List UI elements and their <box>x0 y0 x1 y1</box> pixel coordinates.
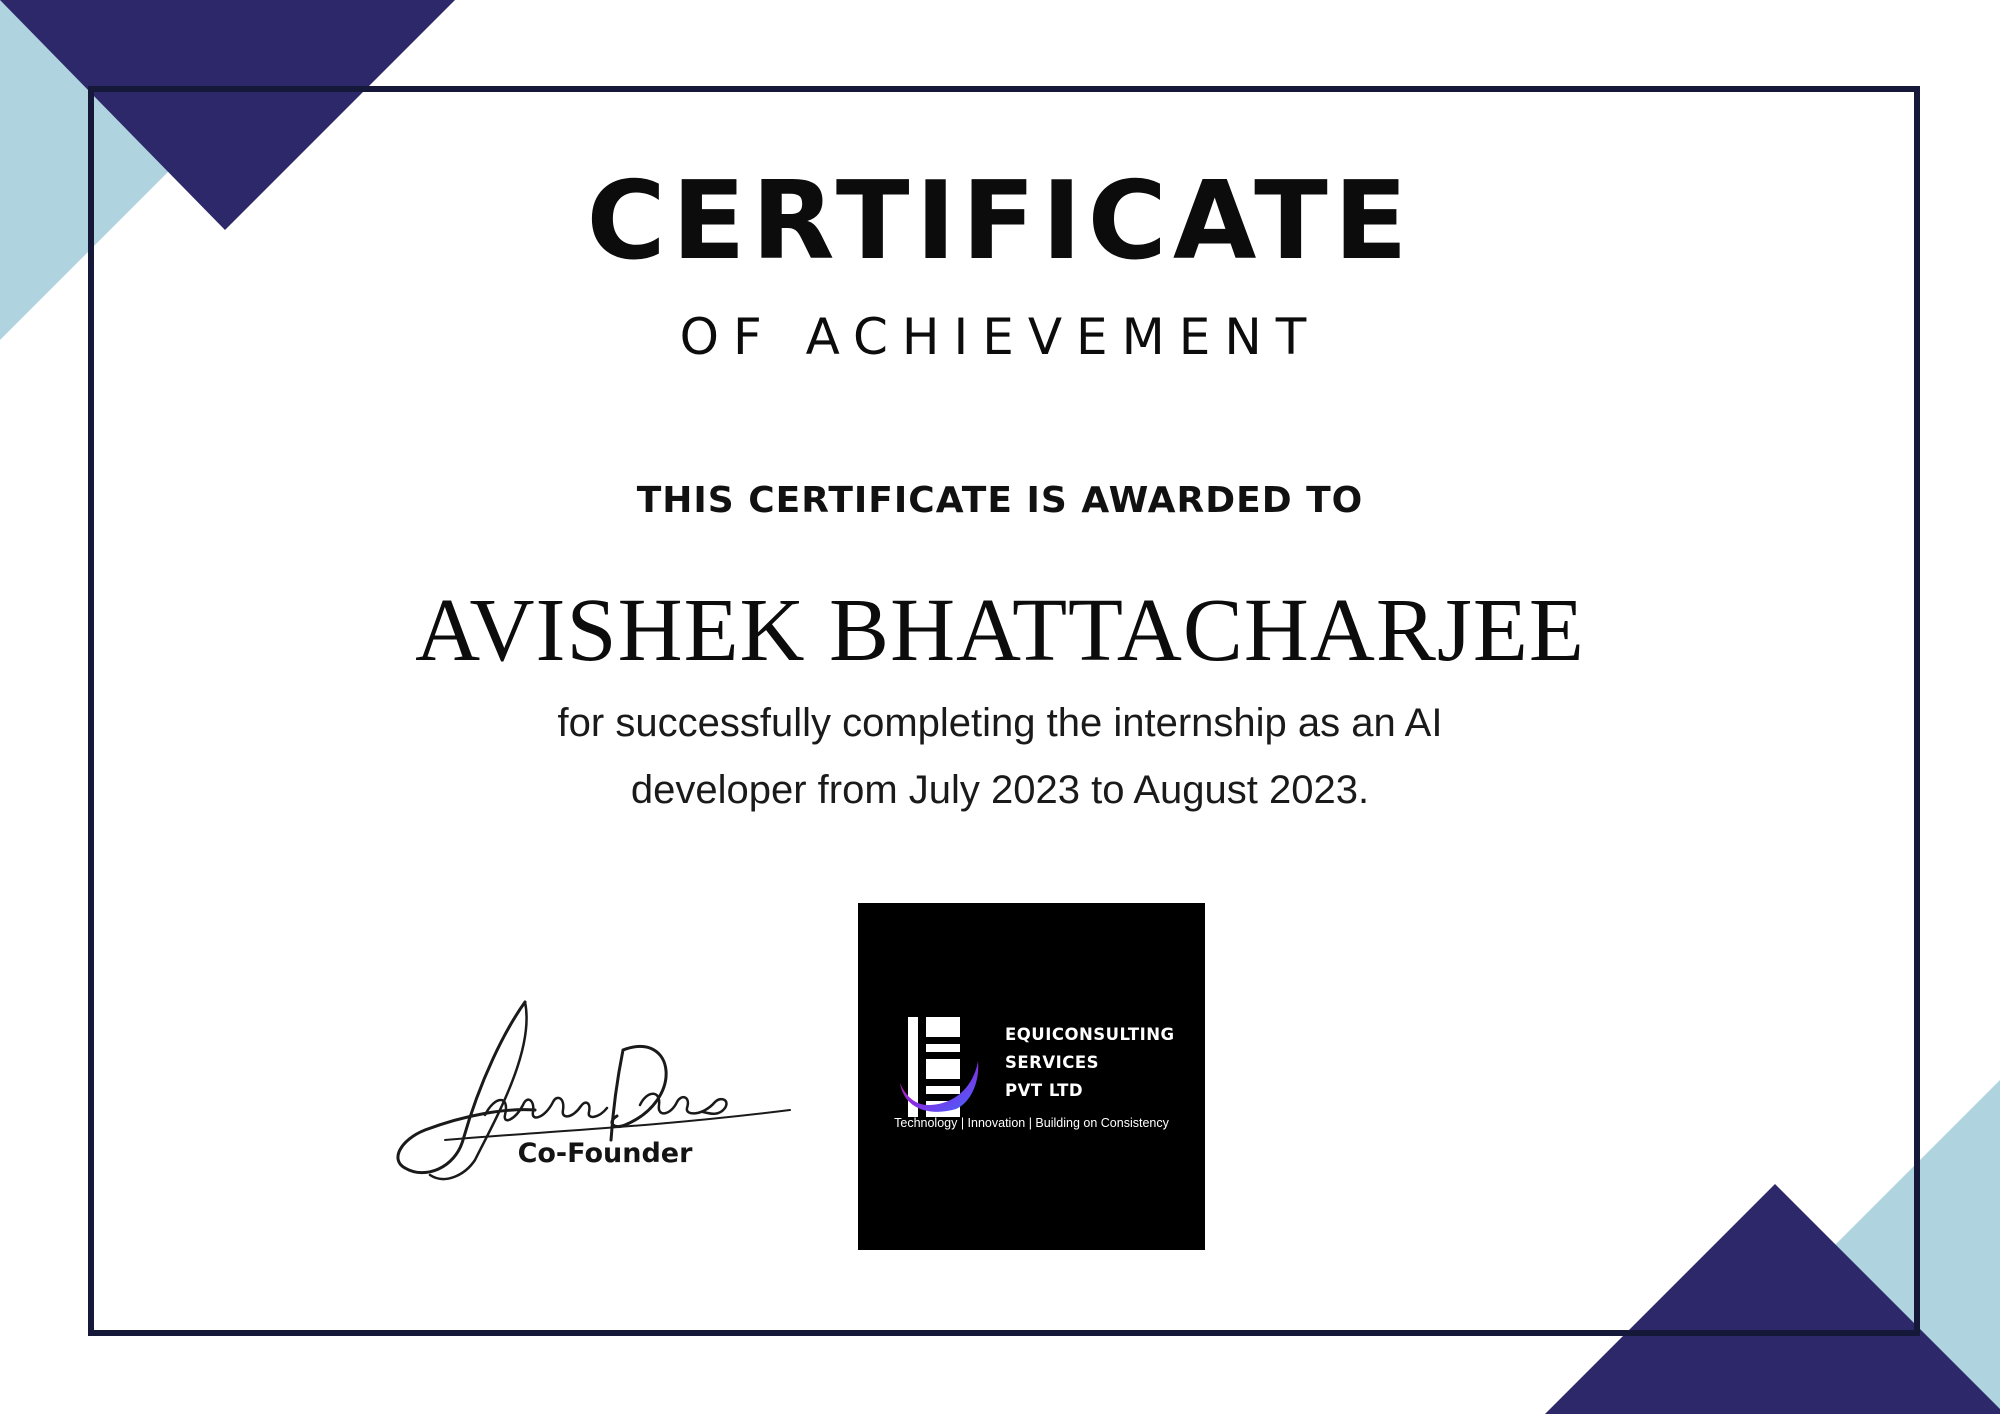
certificate-subtitle: OF ACHIEVEMENT <box>679 308 1321 366</box>
signatory-role: Co-Founder <box>517 1138 693 1169</box>
company-tagline: Technology | Innovation | Building on Consistency <box>894 1116 1169 1130</box>
company-logo <box>858 903 1205 1250</box>
company-name-line-3: PVT LTD <box>1005 1081 1084 1100</box>
recipient-name: AVISHEK BHATTACHARJEE <box>415 581 1585 680</box>
description-line-2: developer from July 2023 to August 2023. <box>630 768 1370 812</box>
certificate-title: CERTIFICATE <box>586 159 1414 284</box>
awarded-to-label: THIS CERTIFICATE IS AWARDED TO <box>636 480 1364 521</box>
company-name <box>1005 1021 1195 1105</box>
description-line-1: for successfully completing the internship as an AI <box>557 701 1443 745</box>
company-name-line-1: EQUICONSULTING <box>1005 1025 1175 1044</box>
achievement-description <box>400 690 1600 824</box>
equiconsulting-logo-icon <box>898 1013 988 1123</box>
company-name-line-2: SERVICES <box>1005 1053 1100 1072</box>
